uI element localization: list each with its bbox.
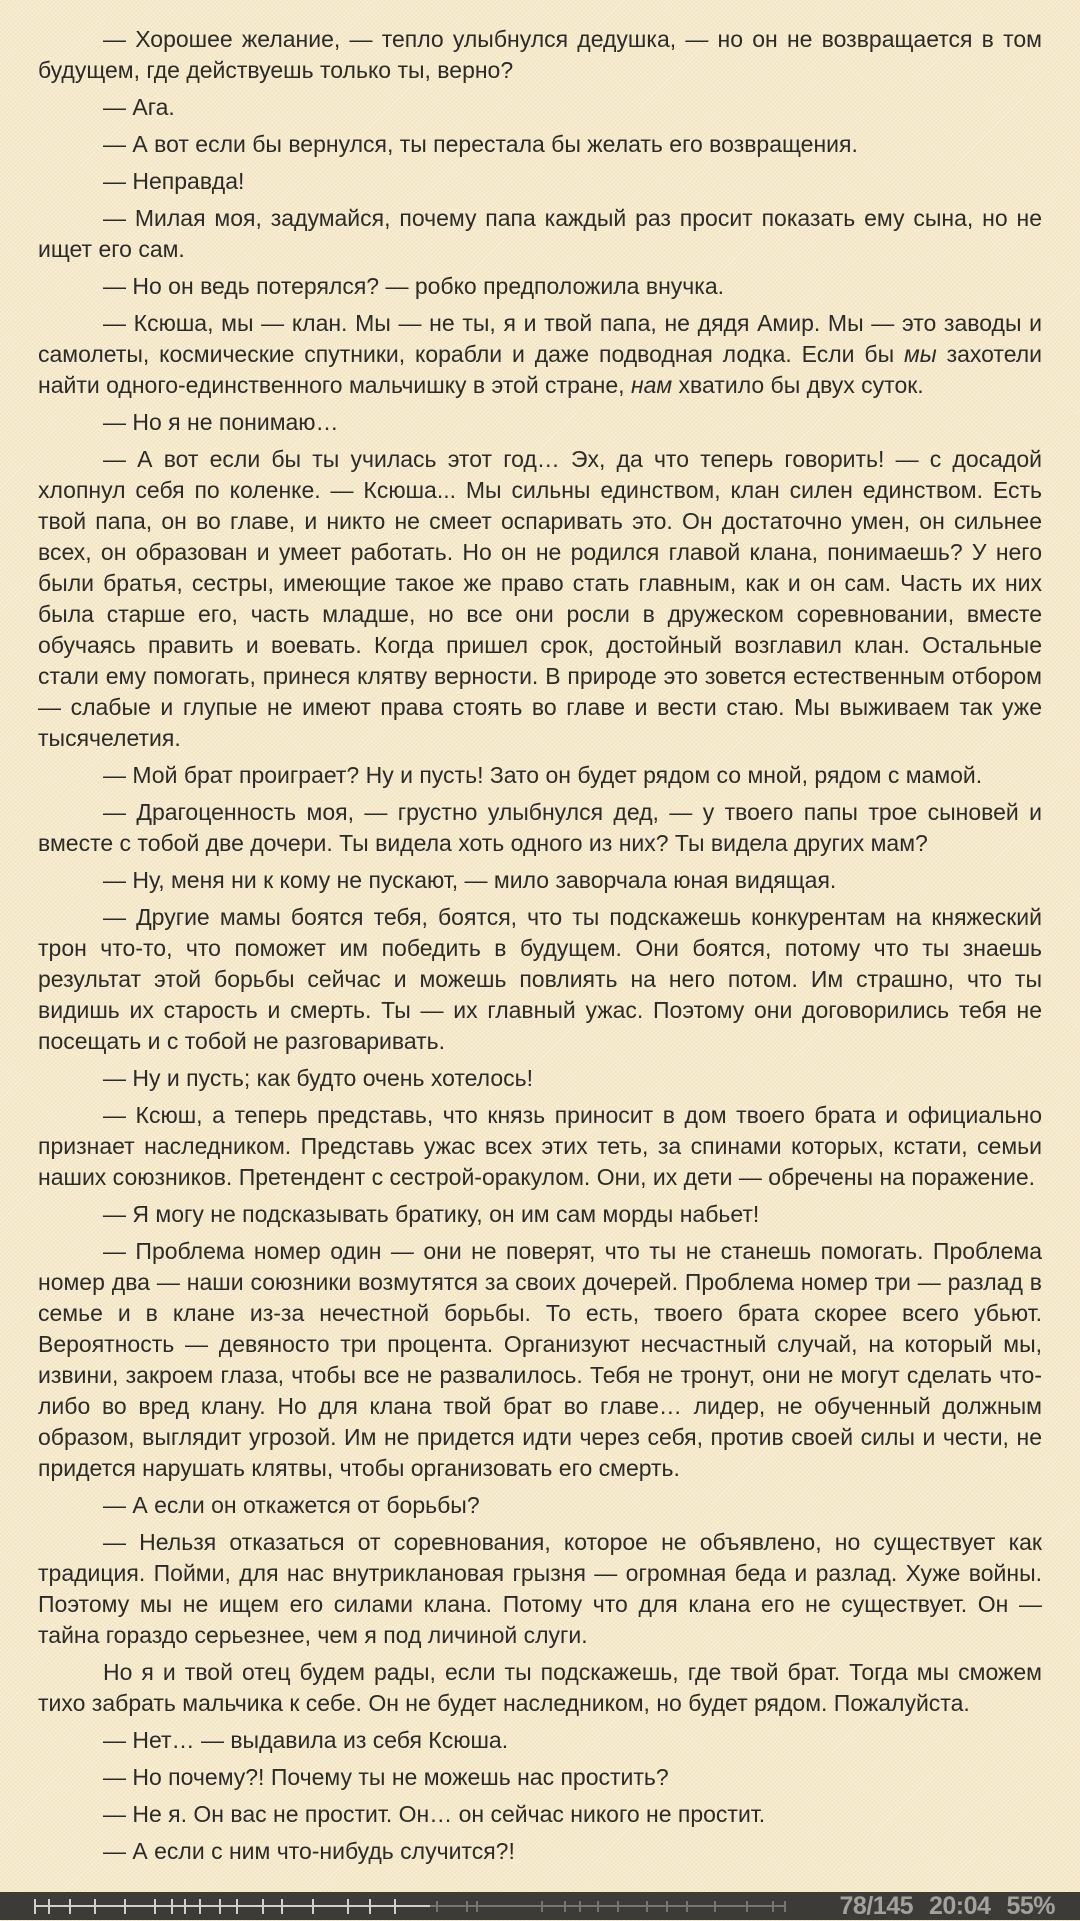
chapter-tick: [94, 1899, 96, 1914]
text-run: — Но почему?! Почему ты не можешь нас простить?: [103, 1764, 669, 1790]
paragraph: [38, 407, 1042, 438]
paragraph: [38, 1527, 1042, 1651]
text-run: Но я и твой отец будем рады, если ты подскажешь, где твой брат. Тогда мы сможем тихо забрать мальчика к себе. Он не будет наследником, но будет рядом. Пожалуйста.: [38, 1659, 1042, 1716]
chapter-tick: [466, 1901, 468, 1912]
chapter-tick: [154, 1899, 156, 1914]
italic-text-run: нам: [630, 372, 673, 398]
reading-progress-ruler[interactable]: [35, 1892, 785, 1920]
chapter-tick: [262, 1899, 264, 1914]
chapter-tick: [281, 1899, 283, 1914]
progress-unread-segment: [430, 1905, 785, 1907]
chapter-tick: [564, 1901, 566, 1912]
paragraph: [38, 129, 1042, 160]
paragraph: [38, 1836, 1042, 1867]
paragraph: [38, 1100, 1042, 1193]
chapter-tick: [48, 1899, 50, 1914]
paragraph: [38, 1725, 1042, 1756]
chapter-tick: [646, 1901, 648, 1912]
status-info: [840, 1892, 1055, 1920]
paragraph: [38, 92, 1042, 123]
text-run: — Нельзя отказаться от соревнования, которое не объявлено, но существует как традиция. Пойми, для нас внутриклановая грызня — огромная беда и разлад. Хуже войны. Поэтому мы не ищем его силами клана. Потому что для клана его не существует. Он — тайна гораздо серьезнее, чем я под личиной слуги.: [38, 1529, 1042, 1648]
paragraph: [38, 1490, 1042, 1521]
chapter-tick: [772, 1901, 774, 1912]
chapter-tick: [171, 1899, 173, 1914]
text-run: — Драгоценность моя, — грустно улыбнулся дед, — у твоего папы трое сыновей и вместе с тобой две дочери. Ты видела хоть одного из них? Ты видела других мам?: [38, 799, 1042, 856]
chapter-tick: [347, 1899, 349, 1914]
chapter-tick: [686, 1901, 688, 1912]
text-run: — Не я. Он вас не простит. Он… он сейчас никого не простит.: [103, 1801, 766, 1827]
paragraph: [38, 203, 1042, 265]
text-run: — Другие мамы боятся тебя, боятся, что ты подскажешь конкурентам на княжеский трон что-то, что поможет им победить в будущем. Они боятся, потому что ты знаешь результат этой борьбы сейчас и можешь повлиять на него потом. Им страшно, что ты видишь их старость и смерть. Ты — их главный ужас. Поэтому они договорились тебя не посещать и с тобой не разговаривать.: [38, 904, 1042, 1054]
chapter-tick: [436, 1901, 438, 1912]
chapter-tick: [236, 1899, 238, 1914]
page-indicator: 78/145: [839, 1891, 913, 1920]
text-run: — Хорошее желание, — тепло улыбнулся дедушка, — но он не возвращается в том будущем, где действуешь только ты, верно?: [38, 26, 1042, 83]
text-run: — Ксюша, мы — клан. Мы — не ты, я и твой папа, не дядя Амир. Мы — это заводы и самолеты, космические спутники, корабли и даже подводная лодка. Если бы: [38, 310, 1042, 367]
clock: 20:04: [929, 1891, 991, 1920]
text-run: — Ну, меня ни к кому не пускают, — мило заворчала юная видящая.: [103, 867, 837, 893]
chapter-tick: [69, 1899, 71, 1914]
chapter-tick: [666, 1901, 668, 1912]
text-run: — Я могу не подсказывать братику, он им сам морды набьет!: [103, 1201, 760, 1227]
text-run: — Но он ведь потерялся? — робко предположила внучка.: [103, 273, 724, 299]
text-run: — Милая моя, задумайся, почему папа каждый раз просит показать ему сына, но не ищет его сам.: [38, 205, 1042, 262]
paragraph: [38, 1236, 1042, 1484]
text-run: — Ага.: [103, 94, 175, 120]
chapter-tick: [394, 1899, 396, 1914]
reader-status-bar: [0, 1892, 1080, 1920]
chapter-tick: [617, 1901, 619, 1912]
text-run: — Проблема номер один — они не поверят, что ты не станешь помогать. Проблема номер два — наши союзники возмутятся за своих дочерей. Проблема номер три — разлад в семье и в клане из-за нечестной борьбы. То есть, твоего брата скорее всего убьют. Вероятность — девяносто три процента. Организуют несчастный случай, на который мы, извини, закроем глаза, чтобы все не развалилось. Тебя не тронут, они не могут сделать что-либо во вред клану. Но для клана твой брат во главе… лидер, не обученный должным образом, выглядит угрозой. Им не придется идти через себя, против своей силы и чести, не придется нарушать клятвы, чтобы организовать его смерть.: [38, 1238, 1042, 1481]
chapter-tick: [369, 1899, 371, 1914]
paragraph: [38, 24, 1042, 86]
paragraph: [38, 166, 1042, 197]
chapter-tick: [746, 1901, 748, 1912]
text-run: — А вот если бы ты училась этот год… Эх, да что теперь говорить! — с досадой хлопнул себя по коленке. — Ксюша... Мы сильны единством, клан силен единством. Есть твой папа, он во главе, и никто не смеет оспаривать это. Он достаточно умен, он сильнее всех, он образован и умеет работать. Но он не родился главой клана, понимаешь? У него были братья, сестры, имеющие такое же право стать главным, как и он сам. Часть их них была старше его, часть младше, но все они росли в дружеском соревновании, вместе обучаясь править и воевать. Когда пришел срок, достойный возглавил клан. Остальные стали ему помогать, принеся клятву верности. В природе это зовется естественным отбором — слабые и глупые не имеют права стоять во главе и вести стаю. Мы выживаем так уже тысячелетия.: [38, 446, 1042, 751]
paragraph: [38, 865, 1042, 896]
text-run: — А вот если бы вернулся, ты перестала бы желать его возвращения.: [103, 131, 858, 157]
battery-indicator: 55%: [1006, 1891, 1055, 1920]
text-run: хватило бы двух суток.: [672, 372, 924, 398]
paragraph: [38, 902, 1042, 1057]
paragraph: [38, 1199, 1042, 1230]
chapter-tick: [312, 1899, 314, 1914]
chapter-tick: [34, 1899, 36, 1914]
text-run: — Нет… — выдавила из себя Ксюша.: [103, 1727, 509, 1753]
paragraph: [38, 1762, 1042, 1793]
chapter-tick: [579, 1901, 581, 1912]
text-run: — Неправда!: [103, 168, 245, 194]
chapter-tick: [476, 1901, 478, 1912]
paragraph: [38, 308, 1042, 401]
text-run: — А если с ним что-нибудь случится?!: [103, 1838, 515, 1864]
text-run: — А если он откажется от борьбы?: [103, 1492, 480, 1518]
chapter-tick: [784, 1901, 786, 1912]
italic-text-run: мы: [903, 341, 937, 367]
paragraph: [38, 1063, 1042, 1094]
paragraph: [38, 271, 1042, 302]
chapter-tick: [199, 1899, 201, 1914]
paragraph: [38, 797, 1042, 859]
chapter-tick: [124, 1899, 126, 1914]
chapter-tick: [541, 1901, 543, 1912]
book-text-page[interactable]: [38, 24, 1042, 1886]
paragraph: [38, 444, 1042, 754]
chapter-tick: [597, 1901, 599, 1912]
text-run: — Ксюш, а теперь представь, что князь приносит в дом твоего брата и официально признает наследником. Представь ужас всех этих теть, за спинами которых, кстати, семьи наших союзников. Претендент с сестрой-оракулом. Они, их дети — обречены на поражение.: [38, 1102, 1042, 1190]
paragraph: [38, 1799, 1042, 1830]
text-run: — Мой брат проиграет? Ну и пусть! Зато он будет рядом со мной, рядом с мамой.: [103, 762, 983, 788]
chapter-tick: [184, 1899, 186, 1914]
chapter-tick: [714, 1901, 716, 1912]
chapter-tick: [219, 1899, 221, 1914]
paragraph: [38, 1657, 1042, 1719]
text-run: — Но я не понимаю…: [103, 409, 339, 435]
text-run: — Ну и пусть; как будто очень хотелось!: [103, 1065, 534, 1091]
paragraph: [38, 760, 1042, 791]
text-run: захотели найти одного-единственного мальчишку в этой стране,: [38, 341, 1042, 398]
